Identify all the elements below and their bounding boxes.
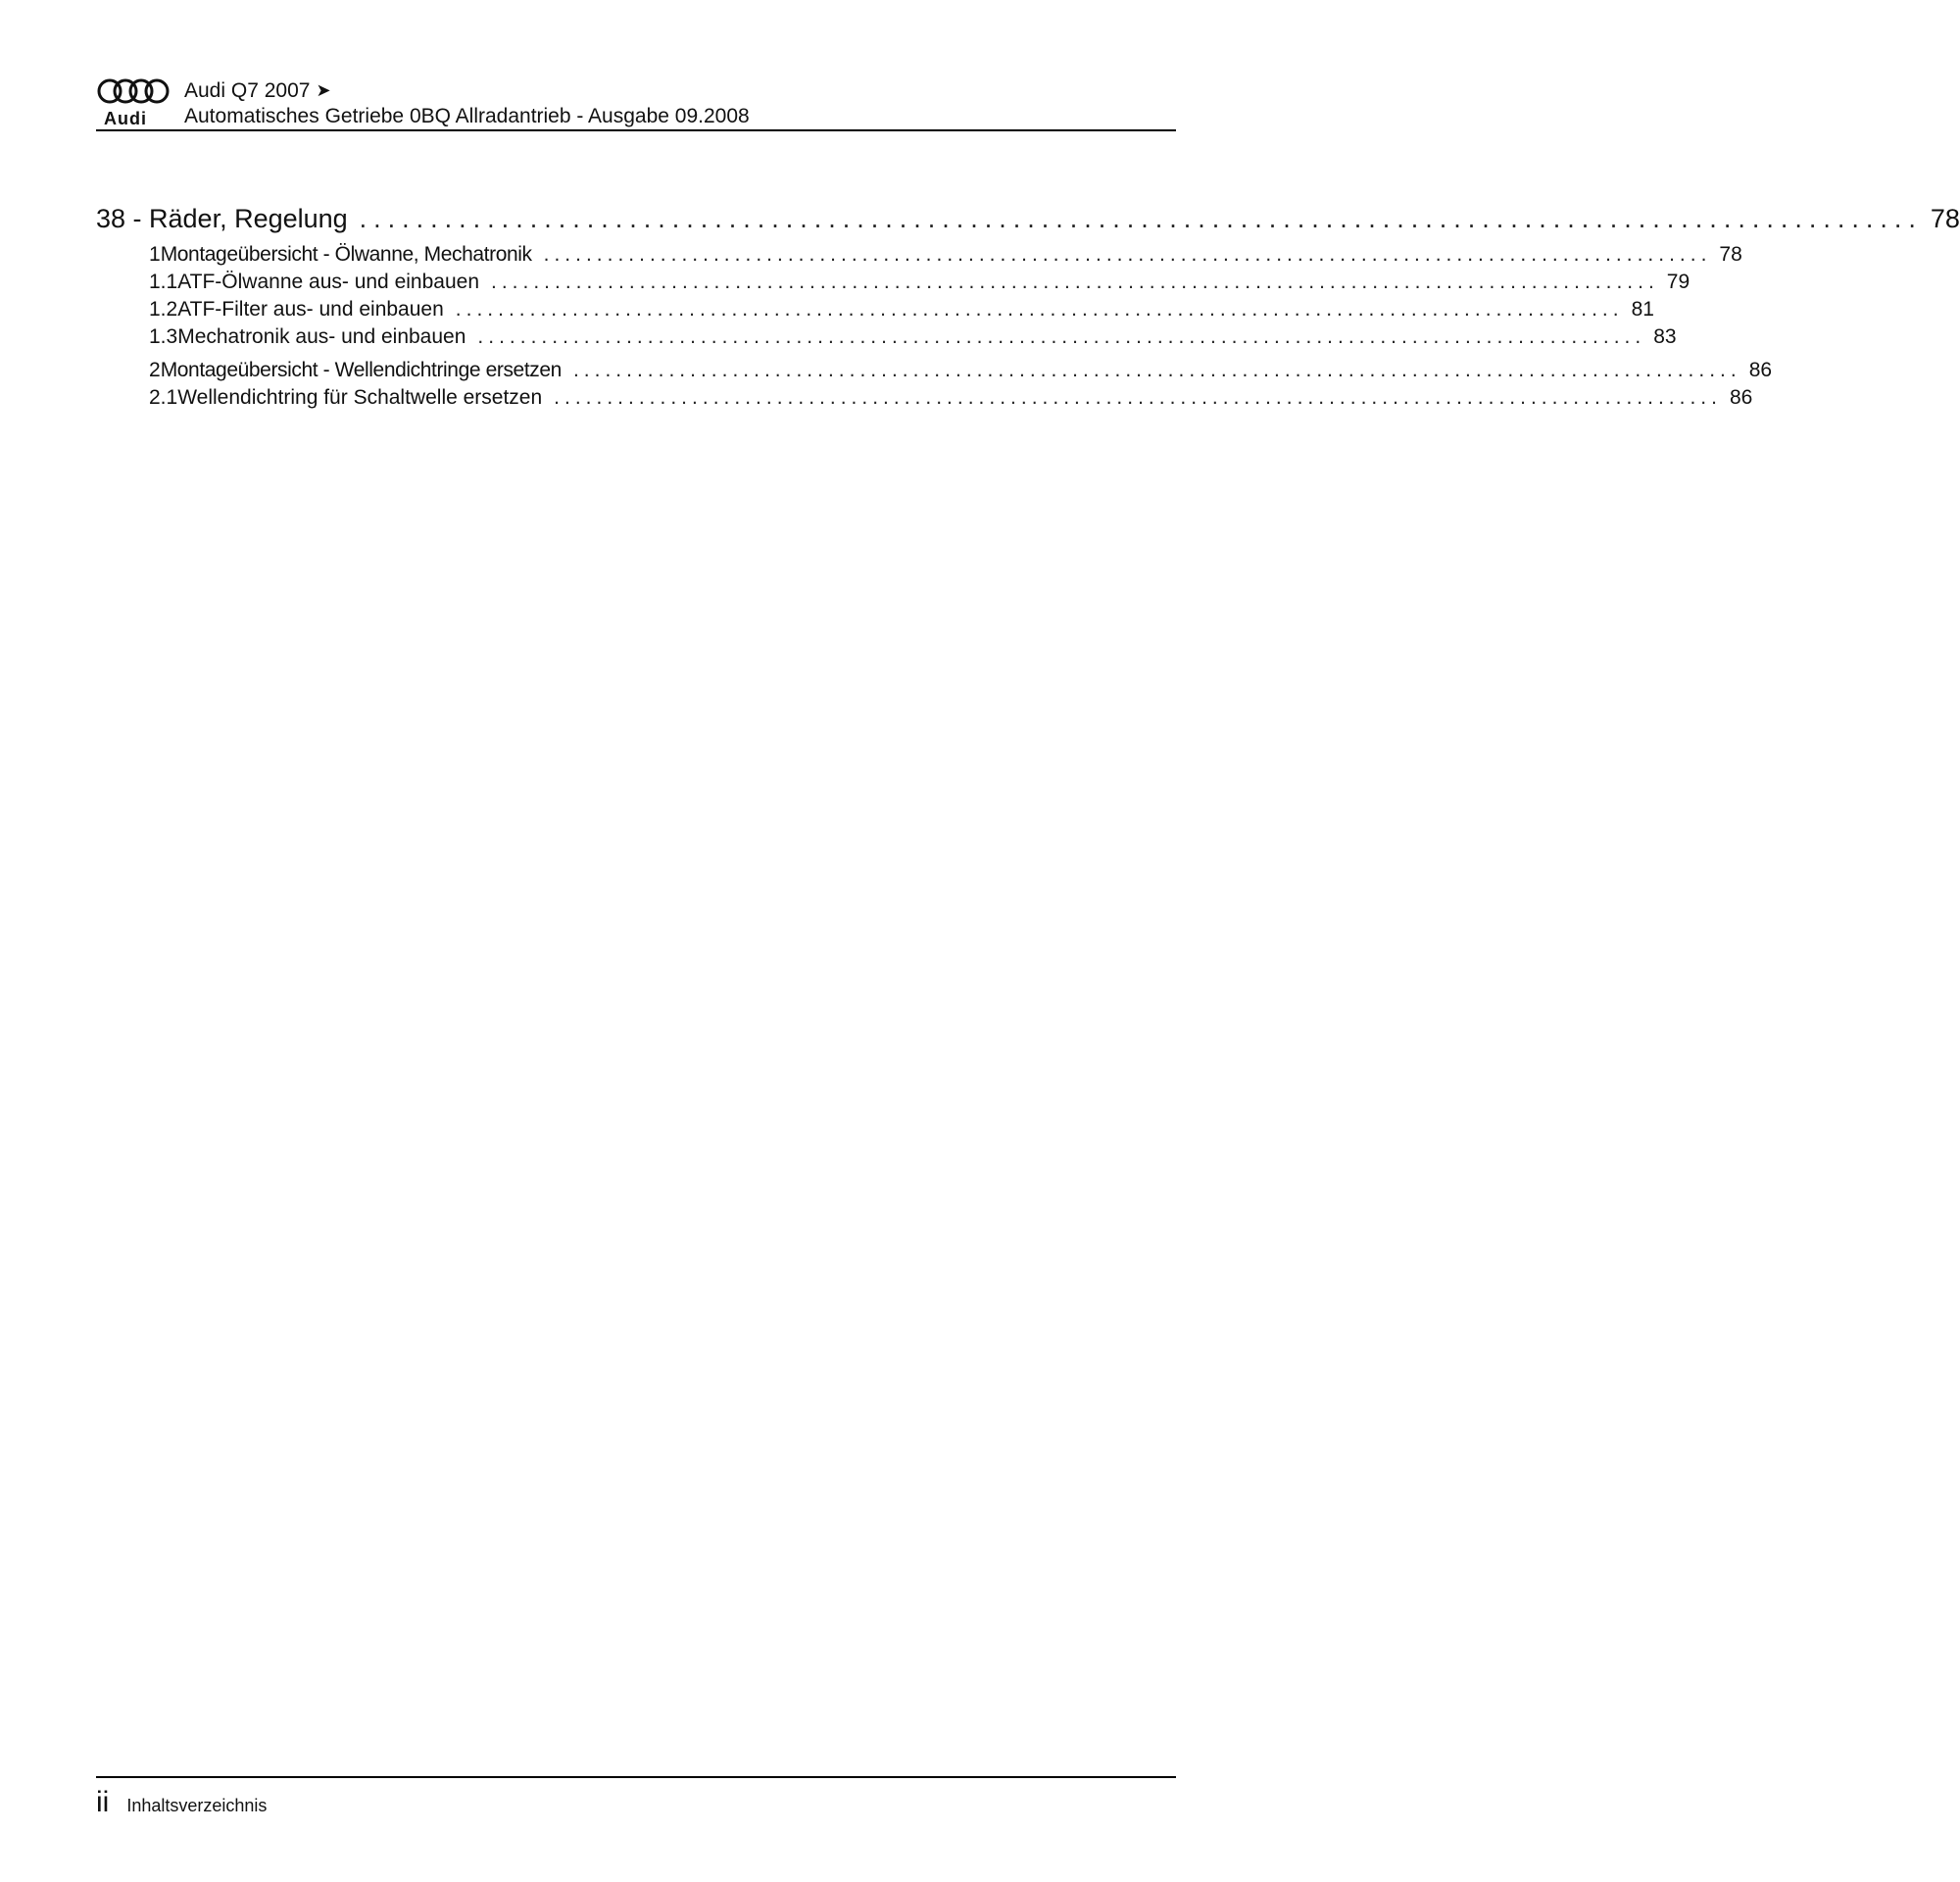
- toc-entry-number: 1.1: [149, 271, 178, 293]
- footer-section-name: Inhaltsverzeichnis: [126, 1796, 268, 1815]
- toc-entry-page: 86: [1748, 359, 1773, 381]
- footer-page-number: ii: [96, 1786, 110, 1818]
- toc-leader-dots: ..............................................................................................................: [477, 325, 1646, 348]
- toc-leader-dots: ..............................................................................................................: [572, 359, 1741, 381]
- audi-logo-text: Audi: [104, 109, 147, 128]
- toc-entry-title: Montageübersicht - Wellendichtringe ersetzen: [160, 359, 562, 381]
- audi-rings-icon: [96, 76, 174, 108]
- arrow-right-icon: ➤: [316, 80, 331, 100]
- toc-entry-number: 1.2: [149, 298, 178, 321]
- toc-entry-number: 1: [149, 243, 161, 266]
- audi-logo: [96, 76, 174, 131]
- toc-entry-page: 86: [1729, 386, 1753, 409]
- header-model: [184, 79, 331, 103]
- toc-leader-dots: ..............................................................................................................: [491, 271, 1659, 293]
- toc-chapter-page: 78: [1930, 204, 1960, 233]
- toc-entry-title: ATF-Ölwanne aus- und einbauen: [177, 271, 479, 293]
- toc-entry-title: Wellendichtring für Schaltwelle ersetzen: [177, 386, 543, 409]
- toc-leader-dots: ..............................................................................................................: [455, 298, 1624, 321]
- toc-entry-page: 83: [1653, 325, 1677, 348]
- toc-entry[interactable]: [96, 271, 1690, 298]
- toc-entry[interactable]: [96, 325, 1677, 353]
- toc-chapter-row[interactable]: [96, 204, 1960, 239]
- page-header: [96, 76, 1176, 131]
- page-footer: [96, 1786, 267, 1819]
- toc-entry[interactable]: [96, 386, 1753, 414]
- toc-leader-dots: ..............................................................................................................: [543, 243, 1712, 266]
- toc-entry-title: ATF-Filter aus- und einbauen: [177, 298, 444, 321]
- toc-leader-dots: ..............................................................................................................: [554, 386, 1722, 409]
- toc-entry[interactable]: [96, 243, 1742, 271]
- toc-entry-page: 79: [1666, 271, 1690, 293]
- toc-entry-number: 2: [149, 359, 161, 381]
- toc-entry-number: 1.3: [149, 325, 178, 348]
- toc-entry[interactable]: [96, 359, 1773, 386]
- footer-divider: [96, 1776, 1176, 1778]
- header-subtitle: Automatisches Getriebe 0BQ Allradantrieb - Ausgabe 09.2008: [184, 105, 750, 127]
- toc-entry-title: Montageübersicht - Ölwanne, Mechatronik: [160, 243, 532, 266]
- toc-entry-title: Mechatronik aus- und einbauen: [177, 325, 466, 348]
- toc-entry[interactable]: [96, 298, 1654, 325]
- toc-entry-page: 78: [1719, 243, 1742, 266]
- table-of-contents: [96, 204, 1960, 414]
- toc-entry-page: 81: [1631, 298, 1654, 321]
- toc-leader-dots: ..............................................................................................................: [359, 204, 1923, 233]
- toc-chapter-title: 38 - Räder, Regelung: [96, 204, 348, 233]
- header-model-text: Audi Q7 2007: [184, 79, 311, 102]
- header-divider: [96, 129, 1176, 131]
- toc-entry-number: 2.1: [149, 386, 178, 409]
